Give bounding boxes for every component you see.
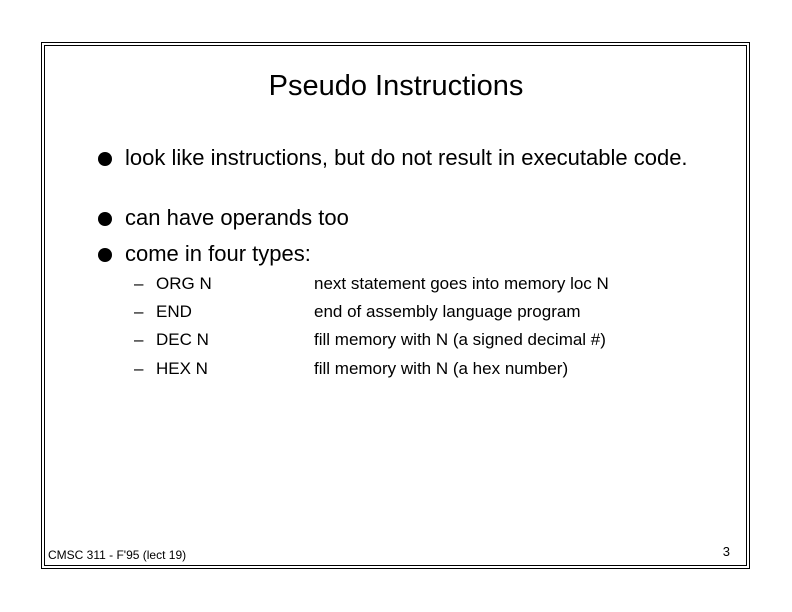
slide-title: Pseudo Instructions	[268, 70, 524, 102]
bullet-text: look like instructions, but do not result in executable code.	[125, 145, 688, 170]
type-name: HEX N	[156, 359, 208, 378]
footer-course-label: CMSC 311 - F'95 (lect 19)	[48, 548, 187, 562]
type-row	[134, 329, 694, 351]
type-name: DEC N	[156, 330, 209, 349]
bullet-dot-icon	[98, 248, 112, 262]
type-description: end of assembly language program	[314, 302, 581, 321]
type-name: END	[156, 302, 192, 321]
dash-marker: –	[134, 359, 144, 378]
type-description: fill memory with N (a signed decimal #)	[314, 330, 606, 349]
dash-marker: –	[134, 274, 144, 293]
type-name: ORG N	[156, 274, 212, 293]
dash-marker: –	[134, 330, 144, 349]
page-number: 3	[722, 544, 730, 559]
bullet-dot-icon	[98, 152, 112, 166]
dash-marker: –	[134, 302, 144, 321]
bullet-text: can have operands too	[125, 205, 349, 230]
type-row	[134, 301, 694, 323]
type-description: fill memory with N (a hex number)	[314, 359, 569, 378]
type-row	[134, 358, 694, 380]
bullet-dot-icon	[98, 212, 112, 226]
type-row	[134, 273, 694, 295]
type-description: next statement goes into memory loc N	[314, 274, 609, 293]
bullet-text: come in four types:	[125, 241, 311, 266]
